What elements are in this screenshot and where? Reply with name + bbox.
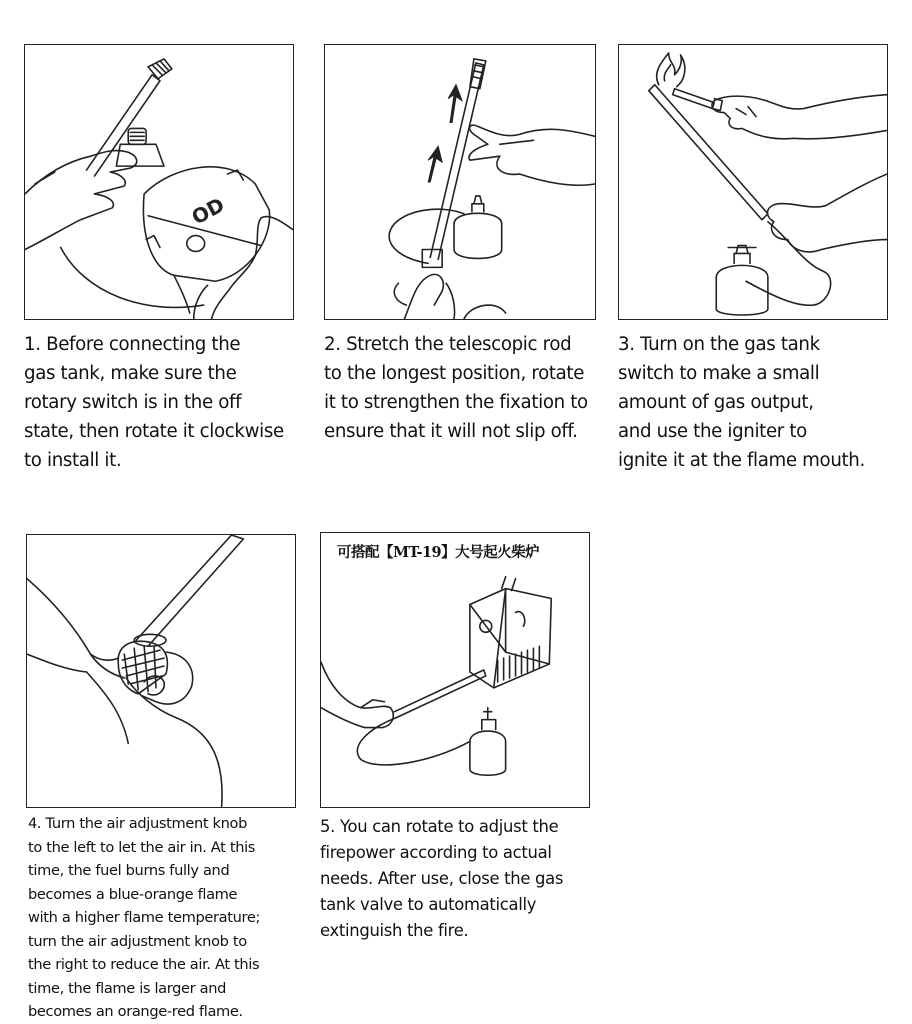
step-1-drawing <box>25 45 293 319</box>
step-4-drawing <box>27 535 295 807</box>
step-1-illustration <box>24 44 294 320</box>
step-5-illustration <box>320 532 590 808</box>
step-1-caption: 1. Before connecting the gas tank, make sure the rotary switch is in the off state, then rotate it clockwise to install it. <box>24 334 284 471</box>
step-4-caption: 4. Turn the air adjustment knob to the left to let the air in. At this time, the fuel burns fully and becomes a blue-orange flame with a higher flame temperature; turn the air adjustment knob to the right to reduce the air. At this time, the flame is larger and becomes an orange-red flame. <box>28 815 261 1020</box>
mt19-compatibility-label: 可搭配【MT-19】大号起火柴炉 <box>337 544 540 561</box>
step-2-drawing <box>325 45 595 319</box>
tank-od-label: OD <box>188 193 229 230</box>
step-2-illustration <box>324 44 596 320</box>
step-4-illustration <box>26 534 296 808</box>
step-2-caption: 2. Stretch the telescopic rod to the longest position, rotate it to strengthen the fixation to ensure that it will not slip off. <box>324 334 588 442</box>
step-3-drawing <box>619 45 887 319</box>
step-3-illustration <box>618 44 888 320</box>
step-5-caption: 5. You can rotate to adjust the firepower according to actual needs. After use, close the gas tank valve to automatically extinguish the fire. <box>320 817 564 940</box>
step-5-drawing <box>321 533 589 807</box>
step-3-caption: 3. Turn on the gas tank switch to make a small amount of gas output, and use the igniter to ignite it at the flame mouth. <box>618 334 865 471</box>
